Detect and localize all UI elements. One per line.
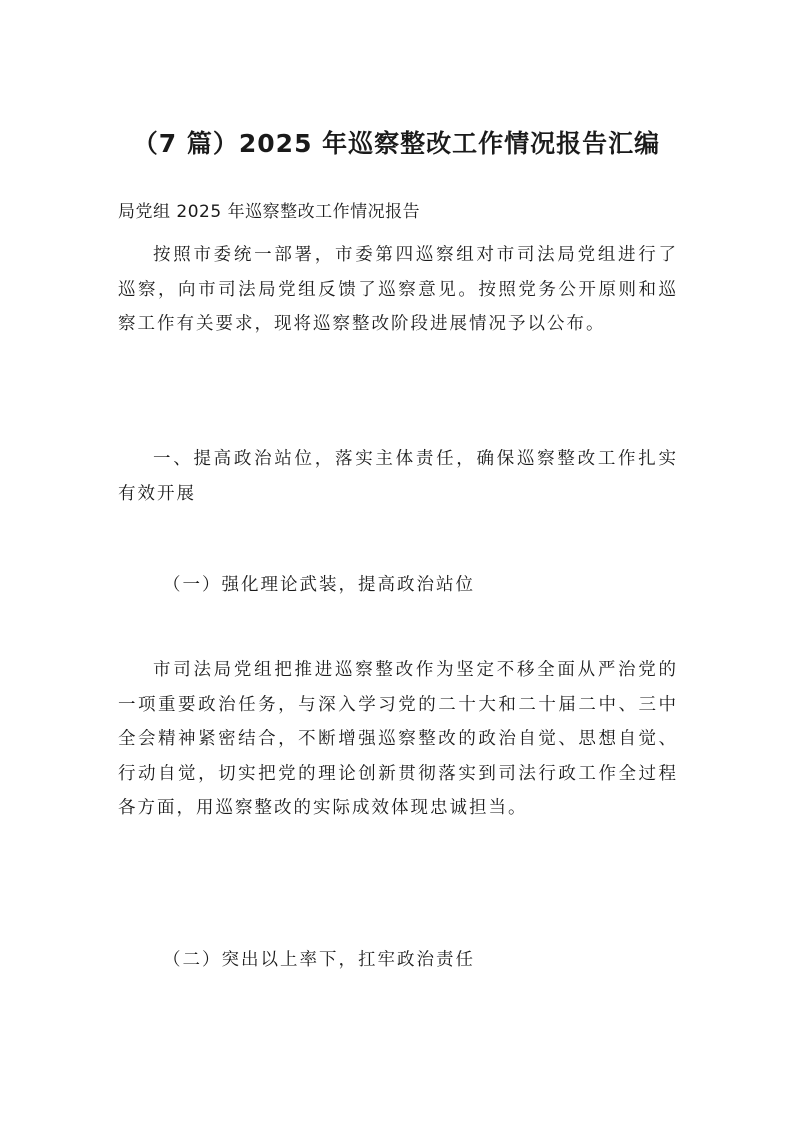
subsection-2-heading: （二）突出以上率下，扛牢政治责任 (163, 950, 475, 970)
section-1-heading: 一、提高政治站位，落实主体责任，确保巡察整改工作扎实有效开展 (118, 449, 678, 504)
document-title: （7 篇）2025 年巡察整改工作情况报告汇编 (132, 129, 661, 158)
intro-paragraph: 按照市委统一部署，市委第四巡察组对市司法局党组进行了巡察，向市司法局党组反馈了巡察意见。按照党务公开原则和巡察工作有关要求，现将巡察整改阶段进展情况予以公布。 (118, 245, 678, 334)
subsection-1-body: 市司法局党组把推进巡察整改作为坚定不移全面从严治党的一项重要政治任务，与深入学习党的二十大和二十届二中、三中全会精神紧密结合，不断增强巡察整改的政治自觉、思想自觉、行动自觉，切实把党的理论创新贯彻落实到司法行政工作全过程各方面，用巡察整改的实际成效体现忠诚担当。 (118, 660, 678, 818)
subsection-1-heading: （一）强化理论武装，提高政治站位 (163, 575, 475, 595)
report-subtitle: 局党组 2025 年巡察整改工作情况报告 (118, 202, 421, 222)
